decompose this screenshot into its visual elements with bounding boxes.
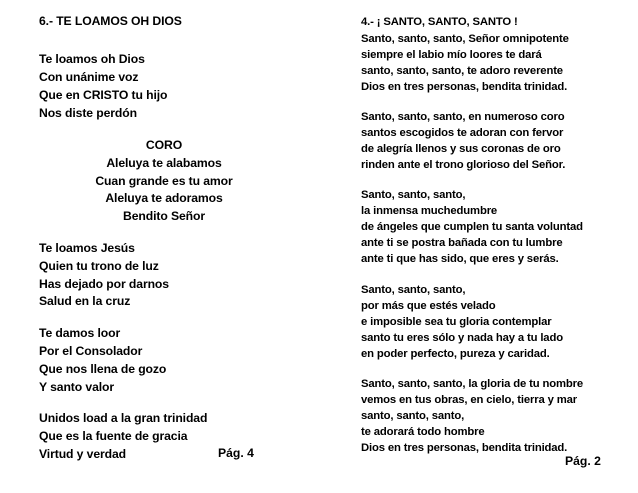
stanza-line: Que es la fuente de gracia (39, 429, 188, 443)
stanza-line: Te loamos Jesús (39, 241, 135, 255)
stanza-line: Santo, santo, santo, la gloria de tu nombre (361, 378, 584, 390)
hymn-title: 6.- TE LOAMOS OH DIOS (39, 14, 182, 28)
chorus-line: Aleluya te alabamos (106, 156, 222, 170)
stanza-line: Te loamos oh Dios (39, 52, 145, 66)
stanza-line: Y santo valor (39, 380, 115, 394)
hymn-title: 4.- ¡ SANTO, SANTO, SANTO ! (361, 16, 518, 28)
stanza-line: Con unánime voz (39, 70, 139, 84)
stanza-line: por más que estés velado (361, 300, 496, 312)
stanza-line: Quien tu trono de luz (39, 259, 159, 273)
stanza-line: te adorará todo hombre (361, 426, 485, 438)
chorus-line: Bendito Señor (123, 209, 205, 223)
chorus-line: Cuan grande es tu amor (95, 174, 233, 188)
stanza-line: Unidos load a la gran trinidad (39, 411, 208, 425)
stanza-line: Por el Consolador (39, 344, 143, 358)
stanza-line: de ángeles que cumplen tu santa voluntad (361, 221, 583, 233)
stanza-line: santo, santo, santo, (361, 410, 465, 422)
stanza-line: ante ti se postra bañada con tu lumbre (361, 237, 563, 249)
page-number: Pág. 4 (218, 446, 254, 460)
stanza-line: santo, santo, santo, te adoro reverente (361, 65, 563, 77)
stanza-line: Te damos loor (39, 326, 121, 340)
stanza-line: vemos en tus obras, en cielo, tierra y mar (361, 394, 577, 406)
stanza-line: Salud en la cruz (39, 294, 131, 308)
stanza-line: Virtud y verdad (39, 447, 127, 461)
stanza-line: Santo, santo, santo, (361, 284, 466, 296)
stanza-line: ante ti que has sido, que eres y serás. (361, 253, 559, 265)
stanza-line: Que en CRISTO tu hijo (39, 88, 168, 102)
stanza-line: Santo, santo, santo, en numeroso coro (361, 111, 565, 123)
stanza-line: Nos diste perdón (39, 106, 137, 120)
stanza-line: santos escogidos te adoran con fervor (361, 127, 564, 139)
page-number: Pág. 2 (565, 454, 601, 468)
chorus-line: Aleluya te adoramos (105, 191, 223, 205)
stanza-line: Dios en tres personas, bendita trinidad. (361, 442, 568, 454)
stanza-line: siempre el labio mío loores te dará (361, 49, 542, 61)
stanza-line: Santo, santo, santo, (361, 189, 466, 201)
stanza-line: de alegría llenos y sus coronas de oro (361, 143, 561, 155)
stanza-line: Dios en tres personas, bendita trinidad. (361, 81, 568, 93)
stanza-line: Santo, santo, santo, Señor omnipotente (361, 33, 569, 45)
stanza-line: Has dejado por darnos (39, 277, 169, 291)
stanza-line: santo tu eres sólo y nada hay a tu lado (361, 332, 563, 344)
stanza-line: rinden ante el trono glorioso del Señor. (361, 159, 566, 171)
stanza-line: Que nos llena de gozo (39, 362, 167, 376)
stanza-line: en poder perfecto, pureza y caridad. (361, 348, 550, 360)
stanza-line: la inmensa muchedumbre (361, 205, 498, 217)
stanza-line: e imposible sea tu gloria contemplar (361, 316, 552, 328)
chorus-heading: CORO (145, 138, 183, 152)
